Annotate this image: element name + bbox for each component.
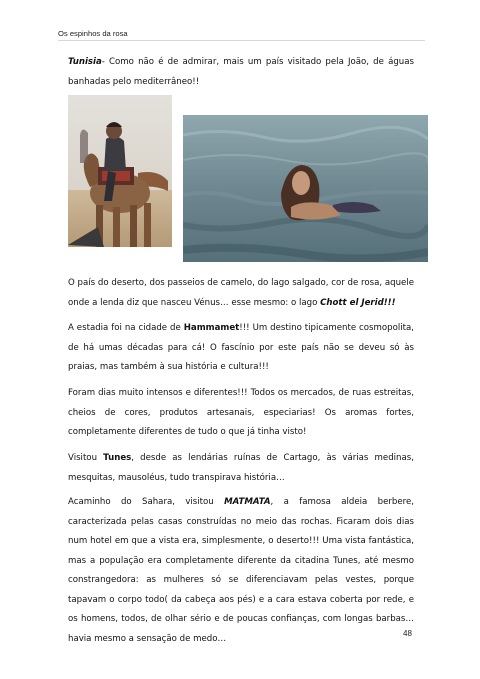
paragraph-text: Foram dias muito intensos e diferentes!!! Todos os mercados, de ruas estreitas, cheios de cores, produtos artesanais, especiarias! Os aromas fortes, completamente diferentes de tudo o que já tinha visto! (68, 388, 414, 437)
paragraph-text: Acaminho do Sahara, visitou (68, 497, 225, 507)
paragraph-text: , desde as lendárias ruínas de Cartago, às várias medinas, mesquitas, mausoléus, tudo transpirava história… (68, 453, 414, 483)
header-divider (58, 40, 425, 41)
country-name: Tunisia (68, 57, 102, 67)
camel-ride-image (68, 95, 172, 247)
city-name: Hammamet (183, 323, 240, 333)
village-name: MATMATA (224, 497, 271, 507)
city-name: Tunes (103, 453, 132, 463)
salt-lake-image (183, 115, 428, 262)
paragraph-text: , a famosa aldeia berbere, caracterizada pelas casas construídas no meio das rochas. Ficaram dois dias num hotel em que a vista era, simplesmente, o deserto!!! Uma vista fantástica, mas a população era completamente diferente da citadina Tunes, até mesmo constrangedora: as mulheres só se diferenciavam pelas vestes, porque tapavam o corpo todo( da cabeça aos pés) e a cara estava coberta por rede, e os homens, todos, de olhar sério e de poucas confianças, com longas barbas… havia mesmo a sensação de medo… (68, 497, 414, 644)
paragraph-matmata (68, 493, 414, 649)
paragraph-tunes (68, 449, 414, 488)
paragraph-text: !!! Um destino tipicamente cosmopolita, de há umas décadas para cá! O fascínio por este país não se deveu só às praias, mas também à sua história e cultura!!! (68, 323, 415, 372)
paragraph-hammamet (68, 319, 414, 378)
camel-ride-photo (68, 95, 172, 247)
paragraph-text: O país do deserto, dos passeios de camelo, do lago salgado, cor de rosa, aquele onde a lenda diz que nasceu Vénus… esse mesmo: o lago (68, 278, 414, 308)
paragraph-text: - Como não é de admirar, mais um país visitado pela João, de águas banhadas pelo mediterrâneo!! (68, 57, 414, 87)
lake-name: Chott el Jerid!!! (320, 297, 396, 308)
paragraph-markets (68, 384, 414, 443)
salt-lake-swim-photo (183, 115, 428, 262)
page-number: 48 (403, 629, 412, 638)
paragraph-text: A estadia foi na cidade de (68, 323, 184, 333)
paragraph-text: Visitou (68, 453, 104, 463)
running-header: Os espinhos da rosa (58, 29, 128, 38)
paragraph-desert-country (68, 274, 414, 313)
paragraph-tunisia-intro (68, 53, 414, 92)
